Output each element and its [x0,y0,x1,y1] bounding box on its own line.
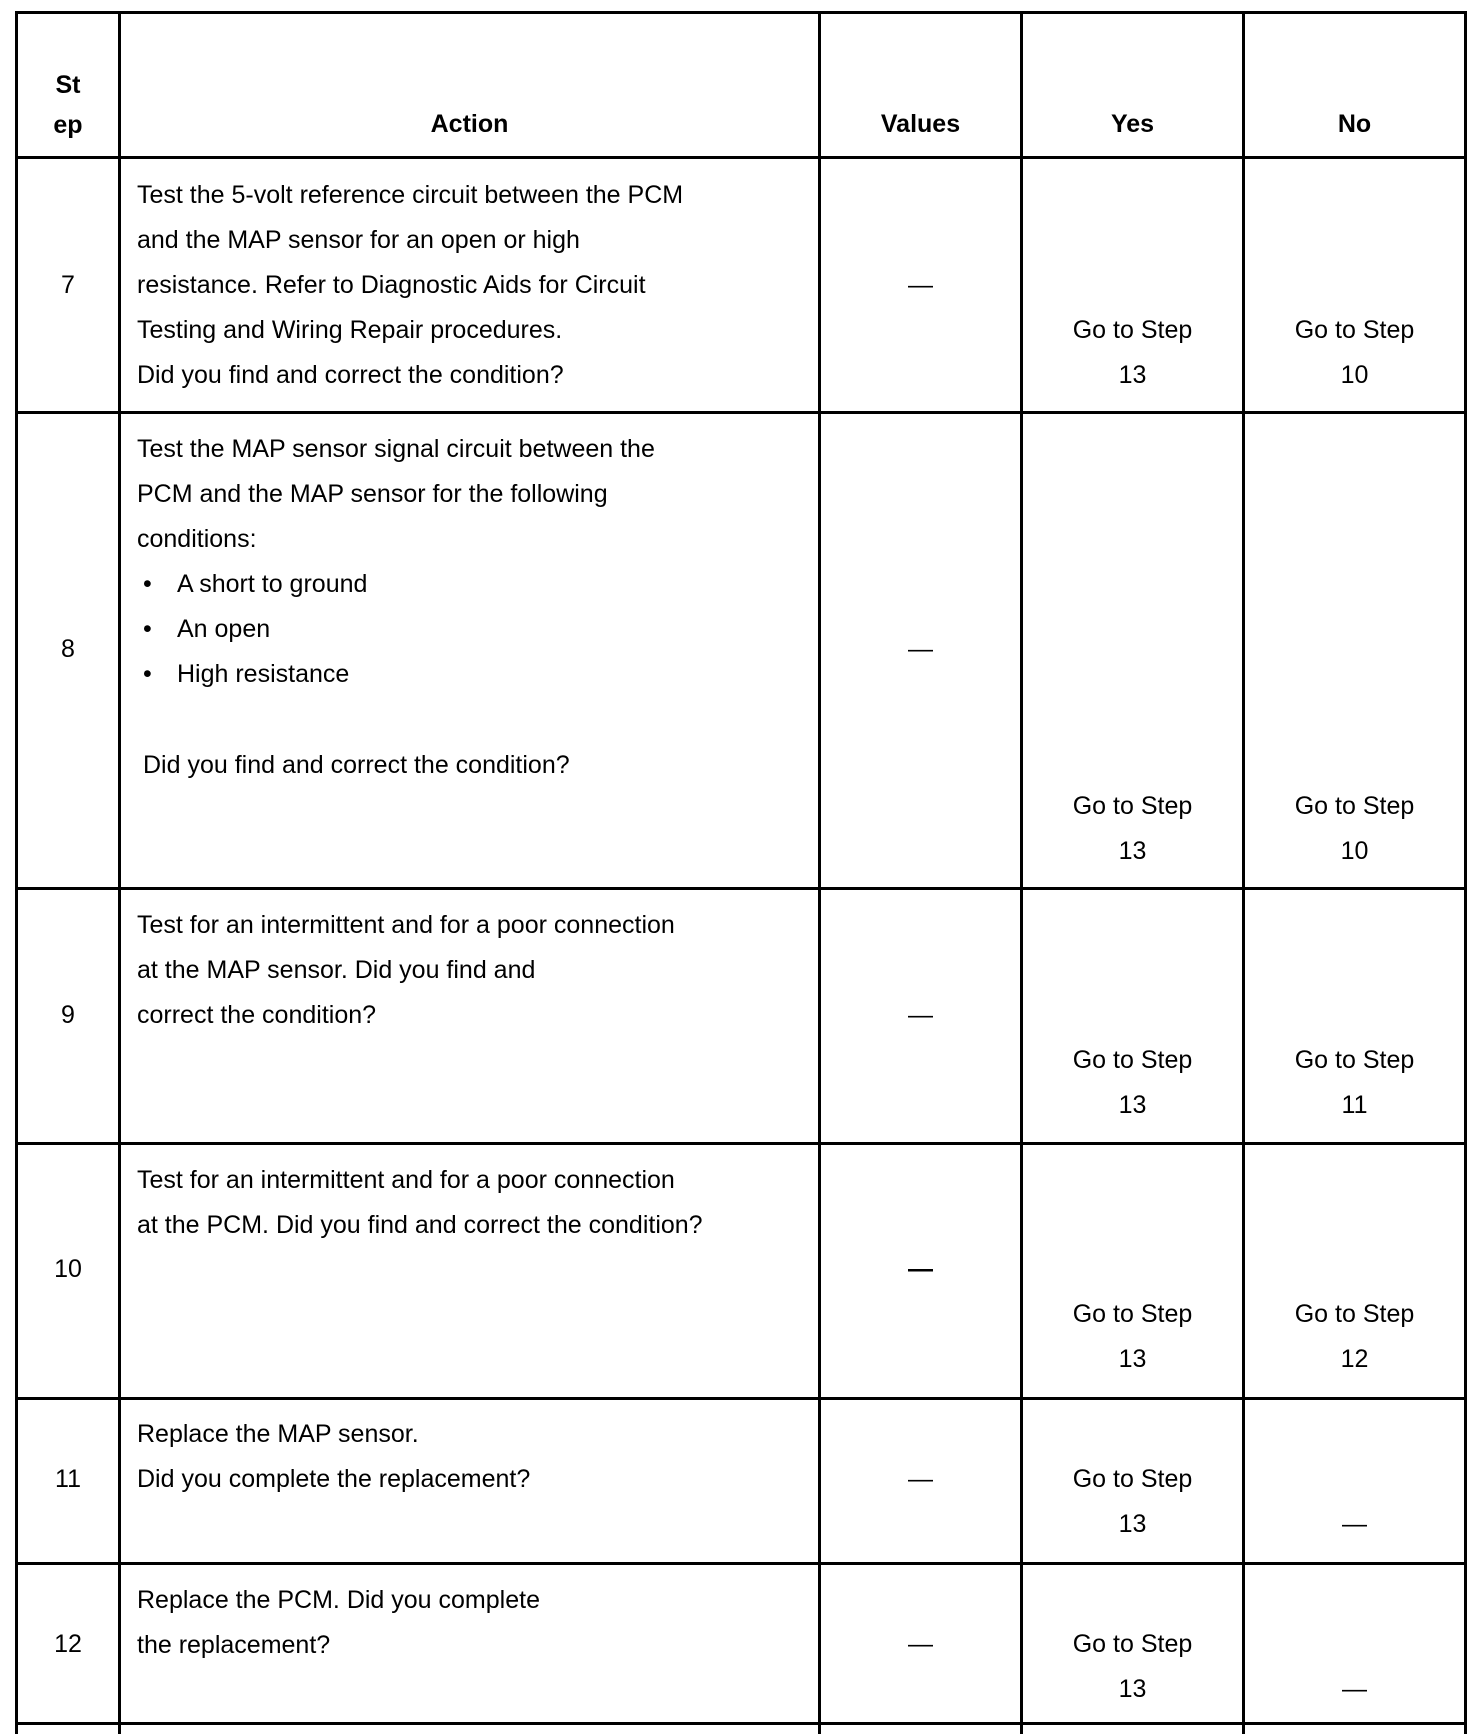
table-border-right [1464,11,1467,1734]
step-number: 10 [54,1255,82,1283]
row-divider [15,411,1467,414]
header-yes: Yes [1110,110,1155,138]
action-line: Did you find and correct the condition? [137,361,564,389]
no-step-number: 11 [1341,1091,1368,1119]
action-text [137,1158,807,1248]
header-values: Values [880,110,961,138]
yes-cell [1023,1038,1242,1128]
header-action: Action [430,110,509,138]
column-divider [118,11,121,1734]
no-cell: — [1342,1675,1367,1703]
action-line: resistance. Refer to Diagnostic Aids for Circuit [137,271,646,299]
yes-go-to-label: Go to Step [1072,1465,1193,1493]
action-text [137,903,807,1038]
yes-step-number: 13 [1118,1510,1147,1538]
row-divider [15,887,1467,890]
no-go-to-label: Go to Step [1294,1046,1415,1074]
step-number: 7 [61,271,75,299]
yes-step-number: 13 [1118,1345,1147,1373]
yes-go-to-label: Go to Step [1072,1046,1193,1074]
yes-cell [1023,1622,1242,1712]
header-step-line2: ep [53,111,83,139]
action-line: at the PCM. Did you find and correct the condition? [137,1211,703,1239]
yes-go-to-label: Go to Step [1072,792,1193,820]
action-line: Testing and Wiring Repair procedures. [137,316,563,344]
values-cell: — [908,1255,933,1283]
action-line: Test for an intermittent and for a poor connection [137,1166,675,1194]
action-text [137,1412,807,1502]
action-line: PCM and the MAP sensor for the following [137,480,608,508]
step-number: 12 [54,1630,82,1658]
no-cell [1245,308,1464,398]
row-divider [15,1397,1467,1400]
no-cell: — [1342,1510,1367,1538]
values-cell: — [908,1465,933,1493]
row-divider [15,1562,1467,1565]
values-cell: — [908,1001,933,1029]
no-go-to-label: Go to Step [1294,316,1415,344]
list-item [137,562,807,607]
header-step [18,65,118,145]
bullet-icon: • [143,660,152,688]
action-line: Test the 5-volt reference circuit between the PCM [137,181,684,209]
values-cell: — [908,271,933,299]
action-line: conditions: [137,525,257,553]
yes-cell [1023,1457,1242,1547]
yes-go-to-label: Go to Step [1072,1630,1193,1658]
yes-go-to-label: Go to Step [1072,316,1193,344]
values-cell: — [908,1630,933,1658]
action-line: Did you complete the replacement? [137,1465,531,1493]
header-step-line1: St [55,71,81,99]
yes-step-number: 13 [1118,1675,1147,1703]
action-line: Replace the MAP sensor. [137,1420,419,1448]
action-line: Test for an intermittent and for a poor connection [137,911,675,939]
action-line: correct the condition? [137,1001,377,1029]
no-step-number: 10 [1340,361,1369,389]
row-divider [15,1142,1467,1145]
no-cell [1245,784,1464,874]
no-step-number: 10 [1340,837,1369,865]
yes-step-number: 13 [1118,837,1147,865]
action-text [137,173,807,398]
no-cell [1245,1292,1464,1382]
yes-cell [1023,784,1242,874]
yes-cell [1023,308,1242,398]
action-line: the replacement? [137,1631,331,1659]
values-cell: — [908,635,933,663]
yes-step-number: 13 [1118,1091,1147,1119]
row-divider [15,156,1467,159]
header-no: No [1337,110,1372,138]
step-number: 9 [61,1001,75,1029]
yes-cell [1023,1292,1242,1382]
bullet-icon: • [143,570,152,598]
action-line: at the MAP sensor. Did you find and [137,956,536,984]
list-item [137,607,807,652]
step-number: 8 [61,635,75,663]
bullet-icon: • [143,615,152,643]
list-item-text: A short to ground [177,570,368,598]
table-border-top [15,11,1467,14]
list-item-text: An open [177,615,271,643]
action-line: Test the MAP sensor signal circuit between the [137,435,655,463]
no-cell [1245,1038,1464,1128]
action-line: Replace the PCM. Did you complete [137,1586,540,1614]
no-go-to-label: Go to Step [1294,1300,1415,1328]
list-item-text: High resistance [177,660,350,688]
no-step-number: 12 [1340,1345,1369,1373]
table-border-bottom [15,1722,1467,1725]
step-number: 11 [55,1465,81,1493]
yes-go-to-label: Go to Step [1072,1300,1193,1328]
yes-step-number: 13 [1118,361,1147,389]
action-line: and the MAP sensor for an open or high [137,226,580,254]
action-question: Did you find and correct the condition? [143,751,570,779]
action-text [137,427,807,697]
action-text [137,1578,807,1668]
no-go-to-label: Go to Step [1294,792,1415,820]
list-item [137,652,807,697]
